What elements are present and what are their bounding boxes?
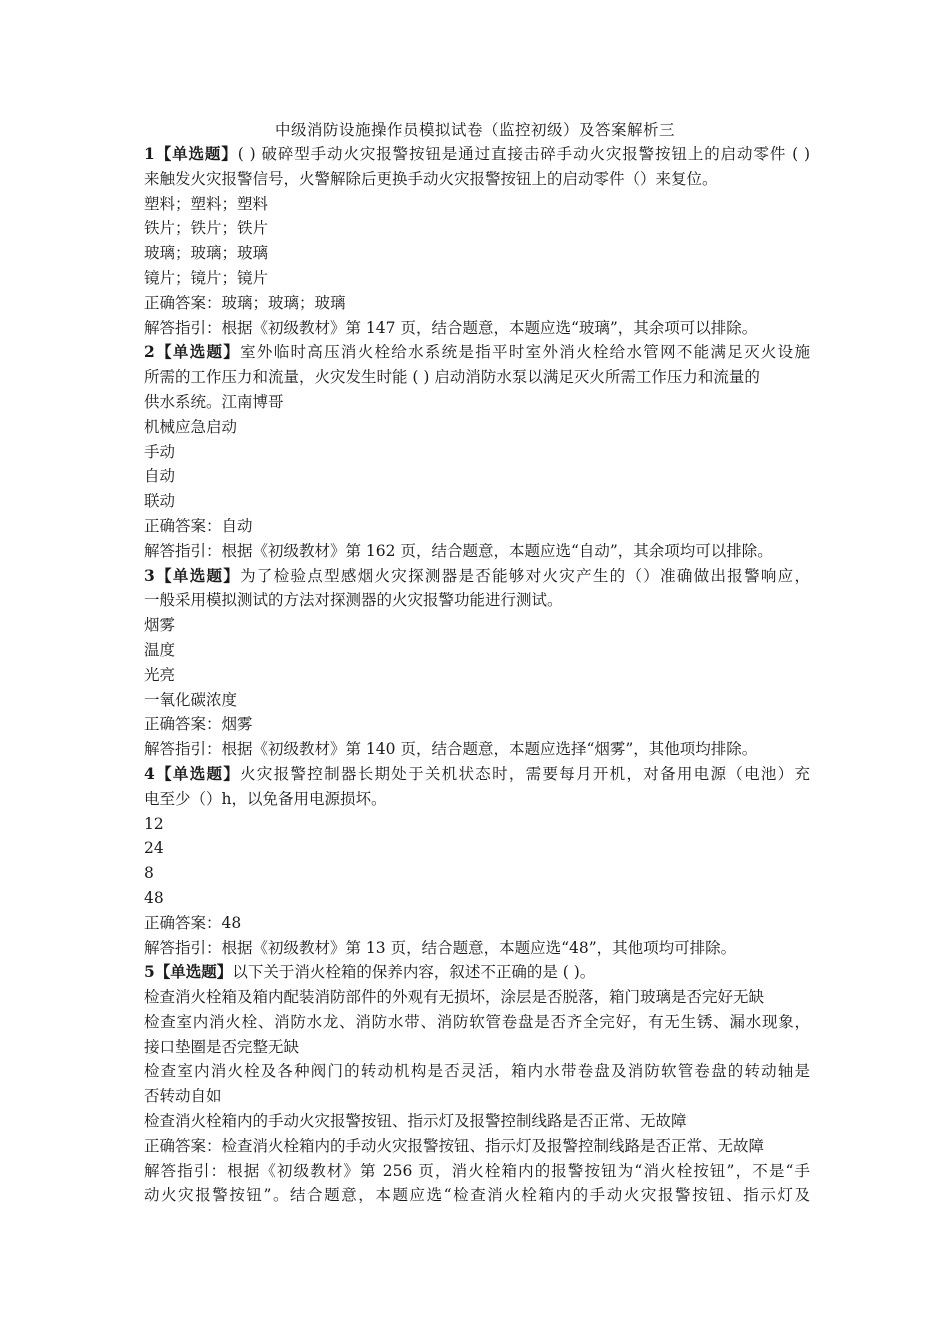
stem-line: 室外临时高压消火栓给水系统是指平时室外消火栓给水管网不能满足灭火设施 [240,343,810,362]
stem-line: 以下关于消火栓箱的保养内容，叙述不正确的是 ( )。 [232,963,596,982]
option: 检查室内消火栓及各种阀门的转动机构是否灵活，箱内水带卷盘及消防软管卷盘的转动轴是 [144,1062,810,1081]
stem-line: 为了检验点型感烟火灾探测器是否能够对火灾产生的（）准确做出报警响应， [240,566,810,585]
stem-line: 来触发火灾报警信号，火警解除后更换手动火灾报警按钮上的启动零件（）来复位。 [144,169,718,188]
option: 手动 [144,442,176,461]
answer-explanation: 解答指引：根据《初级教材》第 162 页，结合题意，本题应选“自动”，其余项均可以排除。 [144,541,773,560]
option: 自动 [144,467,176,486]
question-stem [144,142,810,167]
option: 一氧化碳浓度 [144,690,238,709]
option: 检查消火栓箱内的手动火灾报警按钮、指示灯及报警控制线路是否正常、无故障 [144,1112,687,1131]
option: 联动 [144,492,176,511]
question-3 [144,564,810,762]
question-number: 3 [144,565,155,585]
answer-explanation: 解答指引：根据《初级教材》第 140 页，结合题意，本题应选择“烟雾”，其他项均排除。 [144,740,758,759]
question-type: 【单选题】 [154,342,241,362]
question-list [144,142,810,1208]
stem-line: 供水系统。江南博哥 [144,392,284,411]
correct-answer: 正确答案：玻璃；玻璃；玻璃 [144,293,346,312]
option: 8 [144,864,154,883]
correct-answer: 正确答案：自动 [144,516,253,535]
question-1 [144,142,810,340]
question-number: 5 [144,962,155,982]
question-number: 2 [144,342,155,362]
stem-line: 火灾报警控制器长期处于关机状态时，需要每月开机，对备用电源（电池）充 [240,764,810,783]
stem-line: 一般采用模拟测试的方法对探测器的火灾报警功能进行测试。 [144,591,563,610]
option: 48 [144,888,164,907]
option: 塑料；塑料；塑料 [144,194,269,213]
stem-line: 电至少（）h，以免备用电源损坏。 [144,789,387,808]
question-stem [144,564,810,589]
answer-explanation: 解答指引：根据《初级教材》第 256 页，消火栓箱内的报警按钮为“消火栓按钮”，不是“手 [144,1161,810,1180]
option: 12 [144,814,164,833]
question-type: 【单选题】 [154,763,241,783]
question-number: 4 [144,763,155,783]
option: 24 [144,839,164,858]
stem-line: 所需的工作压力和流量，火灾发生时能 ( ) 启动消防水泵以满足灭火所需工作压力和流量的 [144,368,760,387]
correct-answer: 正确答案：48 [144,913,242,932]
question-stem [144,340,810,365]
question-type: 【单选题】 [154,144,238,163]
option-continued: 接口垫圈是否完整无缺 [144,1037,300,1056]
page-title: 中级消防设施操作员模拟试卷（监控初级）及答案解析三 [274,121,675,139]
question-type: 【单选题】 [154,962,233,982]
option: 铁片；铁片；铁片 [144,219,269,238]
question-stem [144,762,810,787]
option: 检查室内消火栓、消防水龙、消防水带、消防软管卷盘是否齐全完好，有无生锈、漏水现象， [144,1012,810,1031]
option: 烟雾 [144,616,176,635]
option: 玻璃；玻璃；玻璃 [144,244,269,263]
option: 机械应急启动 [144,417,238,436]
correct-answer: 正确答案：检查消火栓箱内的手动火灾报警按钮、指示灯及报警控制线路是否正常、无故障 [144,1136,765,1155]
option-continued: 否转动自如 [144,1087,222,1106]
correct-answer: 正确答案：烟雾 [144,715,253,734]
question-number: 1 [144,144,155,163]
option: 光亮 [144,665,176,684]
question-4 [144,762,810,960]
option: 检查消火栓箱及箱内配装消防部件的外观有无损坏，涂层是否脱落，箱门玻璃是否完好无缺 [144,988,765,1007]
answer-explanation: 动火灾报警按钮”。结合题意，本题应选“检查消火栓箱内的手动火灾报警按钮、指示灯及 [144,1186,810,1205]
question-5 [144,960,810,1208]
question-stem [144,960,810,985]
answer-explanation: 解答指引：根据《初级教材》第 13 页，结合题意，本题应选“48”，其他项均可排除。 [144,938,737,957]
stem-line: ( ) 破碎型手动火灾报警按钮是通过直接击碎手动火灾报警按钮上的启动零件 ( ) [237,145,810,163]
question-type: 【单选题】 [154,565,241,585]
option: 镜片；镜片；镜片 [144,268,269,287]
question-2 [144,340,810,563]
answer-explanation: 解答指引：根据《初级教材》第 147 页，结合题意，本题应选“玻璃”，其余项可以排除。 [144,318,758,337]
option: 温度 [144,640,176,659]
